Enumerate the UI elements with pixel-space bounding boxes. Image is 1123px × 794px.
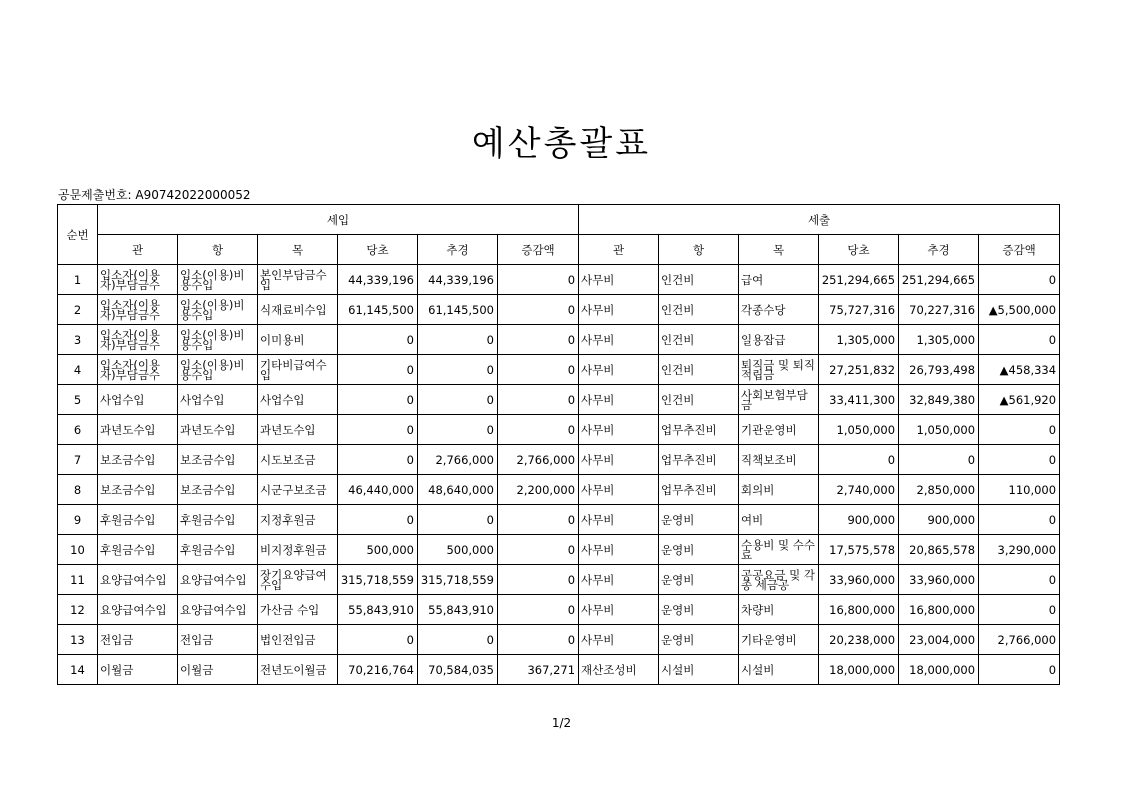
expense-mok: 각종수당 [739,295,819,325]
expense-hang: 운영비 [659,565,739,595]
table-row [58,265,1060,295]
revenue-original: 70,216,764 [338,655,418,685]
expense-original: 33,411,300 [819,385,899,415]
header-exp-change: 증감액 [979,235,1060,265]
revenue-change: 0 [498,535,579,565]
row-number: 6 [58,415,98,445]
table-row [58,415,1060,445]
revenue-original: 55,843,910 [338,595,418,625]
expense-supplementary: 1,050,000 [899,415,979,445]
header-rev-gwan: 관 [98,235,178,265]
revenue-hang: 후원금수입 [178,535,258,565]
revenue-mok: 장기요양급여수입 [258,565,338,595]
header-rev-hang: 항 [178,235,258,265]
expense-original: 18,000,000 [819,655,899,685]
revenue-gwan: 입소자(이용자)부담금수 [98,295,178,325]
revenue-change: 0 [498,295,579,325]
expense-original: 33,960,000 [819,565,899,595]
revenue-change: 0 [498,625,579,655]
expense-supplementary: 16,800,000 [899,595,979,625]
revenue-original: 61,145,500 [338,295,418,325]
revenue-gwan: 요양급여수입 [98,595,178,625]
revenue-mok: 사업수입 [258,385,338,415]
expense-original: 900,000 [819,505,899,535]
expense-hang: 인건비 [659,265,739,295]
revenue-gwan: 전입금 [98,625,178,655]
revenue-mok: 기타비급여수입 [258,355,338,385]
expense-hang: 운영비 [659,505,739,535]
expense-gwan: 사무비 [579,295,659,325]
expense-gwan: 사무비 [579,625,659,655]
expense-mok: 기타운영비 [739,625,819,655]
table-row [58,385,1060,415]
table-row [58,325,1060,355]
row-number: 10 [58,535,98,565]
header-exp-original: 당초 [819,235,899,265]
table-row [58,625,1060,655]
expense-original: 17,575,578 [819,535,899,565]
revenue-original: 0 [338,415,418,445]
expense-change: ▲5,500,000 [979,295,1060,325]
header-exp-gwan: 관 [579,235,659,265]
expense-original: 2,740,000 [819,475,899,505]
revenue-supplementary: 0 [418,385,498,415]
expense-hang: 운영비 [659,535,739,565]
row-number: 9 [58,505,98,535]
expense-original: 20,238,000 [819,625,899,655]
revenue-original: 0 [338,625,418,655]
expense-change: 110,000 [979,475,1060,505]
revenue-change: 2,200,000 [498,475,579,505]
expense-change: 0 [979,445,1060,475]
expense-change: ▲561,920 [979,385,1060,415]
row-number: 5 [58,385,98,415]
revenue-hang: 입소(이용)비용수입 [178,265,258,295]
header-revenue: 세입 [98,205,579,235]
expense-change: 0 [979,415,1060,445]
expense-hang: 인건비 [659,355,739,385]
table-row [58,535,1060,565]
table-body [58,265,1060,685]
revenue-original: 500,000 [338,535,418,565]
expense-hang: 시설비 [659,655,739,685]
table-row [58,475,1060,505]
revenue-supplementary: 0 [418,355,498,385]
revenue-mok: 이미용비 [258,325,338,355]
revenue-original: 0 [338,445,418,475]
expense-supplementary: 20,865,578 [899,535,979,565]
expense-original: 0 [819,445,899,475]
expense-mok: 회의비 [739,475,819,505]
header-exp-hang: 항 [659,235,739,265]
expense-hang: 운영비 [659,595,739,625]
revenue-mok: 시군구보조금 [258,475,338,505]
expense-original: 16,800,000 [819,595,899,625]
expense-change: 0 [979,595,1060,625]
document-number: 공문제출번호: A90742022000052 [58,188,251,202]
revenue-mok: 가산금 수입 [258,595,338,625]
expense-supplementary: 33,960,000 [899,565,979,595]
expense-hang: 운영비 [659,625,739,655]
expense-supplementary: 0 [899,445,979,475]
revenue-change: 0 [498,505,579,535]
revenue-gwan: 후원금수입 [98,535,178,565]
revenue-gwan: 후원금수입 [98,505,178,535]
header-rev-supplementary: 추경 [418,235,498,265]
expense-change: 0 [979,505,1060,535]
revenue-original: 0 [338,355,418,385]
table-row [58,655,1060,685]
expense-mok: 수용비 및 수수료 [739,535,819,565]
revenue-gwan: 이월금 [98,655,178,685]
revenue-gwan: 입소자(이용자)부담금수 [98,325,178,355]
revenue-change: 0 [498,355,579,385]
revenue-change: 0 [498,265,579,295]
header-rev-mok: 목 [258,235,338,265]
revenue-mok: 시도보조금 [258,445,338,475]
expense-gwan: 사무비 [579,385,659,415]
expense-gwan: 사무비 [579,535,659,565]
row-number: 8 [58,475,98,505]
revenue-gwan: 보조금수입 [98,475,178,505]
row-number: 12 [58,595,98,625]
expense-mok: 직책보조비 [739,445,819,475]
header-seq: 순번 [58,205,98,265]
expense-mok: 시설비 [739,655,819,685]
revenue-supplementary: 70,584,035 [418,655,498,685]
expense-original: 27,251,832 [819,355,899,385]
page-indicator: 1/2 [551,716,572,730]
revenue-hang: 과년도수입 [178,415,258,445]
revenue-mok: 지정후원금 [258,505,338,535]
table-row [58,595,1060,625]
table-row [58,565,1060,595]
expense-hang: 인건비 [659,385,739,415]
expense-supplementary: 18,000,000 [899,655,979,685]
revenue-mok: 전년도이월금 [258,655,338,685]
revenue-supplementary: 0 [418,415,498,445]
revenue-supplementary: 0 [418,325,498,355]
expense-supplementary: 23,004,000 [899,625,979,655]
expense-mok: 공공요금 및 각종 세금공 [739,565,819,595]
row-number: 11 [58,565,98,595]
expense-gwan: 사무비 [579,565,659,595]
revenue-mok: 식재료비수입 [258,295,338,325]
revenue-mok: 과년도수입 [258,415,338,445]
expense-mok: 퇴직금 및 퇴직적립금 [739,355,819,385]
revenue-hang: 입소(이용)비용수입 [178,325,258,355]
expense-supplementary: 251,294,665 [899,265,979,295]
revenue-gwan: 입소자(이용자)부담금수 [98,265,178,295]
expense-gwan: 사무비 [579,325,659,355]
revenue-change: 367,271 [498,655,579,685]
expense-mok: 급여 [739,265,819,295]
revenue-gwan: 사업수입 [98,385,178,415]
expense-change: ▲458,334 [979,355,1060,385]
revenue-supplementary: 315,718,559 [418,565,498,595]
table-row [58,505,1060,535]
expense-supplementary: 26,793,498 [899,355,979,385]
revenue-hang: 전입금 [178,625,258,655]
revenue-supplementary: 44,339,196 [418,265,498,295]
header-expense: 세출 [579,205,1060,235]
revenue-original: 315,718,559 [338,565,418,595]
revenue-hang: 보조금수입 [178,475,258,505]
row-number: 3 [58,325,98,355]
revenue-hang: 후원금수입 [178,505,258,535]
expense-change: 2,766,000 [979,625,1060,655]
expense-hang: 업무추진비 [659,445,739,475]
revenue-gwan: 과년도수입 [98,415,178,445]
table-row [58,445,1060,475]
revenue-original: 0 [338,325,418,355]
revenue-supplementary: 0 [418,505,498,535]
revenue-original: 0 [338,385,418,415]
revenue-mok: 본인부담금수입 [258,265,338,295]
revenue-gwan: 보조금수입 [98,445,178,475]
revenue-change: 0 [498,385,579,415]
expense-change: 0 [979,655,1060,685]
row-number: 2 [58,295,98,325]
table-row [58,355,1060,385]
header-rev-change: 증감액 [498,235,579,265]
expense-supplementary: 32,849,380 [899,385,979,415]
expense-gwan: 사무비 [579,505,659,535]
row-number: 7 [58,445,98,475]
expense-gwan: 사무비 [579,415,659,445]
expense-supplementary: 1,305,000 [899,325,979,355]
row-number: 1 [58,265,98,295]
expense-gwan: 사무비 [579,445,659,475]
revenue-change: 0 [498,595,579,625]
expense-original: 75,727,316 [819,295,899,325]
revenue-mok: 법인전입금 [258,625,338,655]
revenue-change: 0 [498,325,579,355]
revenue-supplementary: 0 [418,625,498,655]
expense-mok: 여비 [739,505,819,535]
expense-supplementary: 900,000 [899,505,979,535]
revenue-gwan: 입소자(이용자)부담금수 [98,355,178,385]
revenue-hang: 입소(이용)비용수입 [178,355,258,385]
expense-gwan: 사무비 [579,475,659,505]
expense-change: 0 [979,265,1060,295]
expense-change: 0 [979,565,1060,595]
expense-original: 251,294,665 [819,265,899,295]
expense-mok: 사회보험부담금 [739,385,819,415]
expense-supplementary: 2,850,000 [899,475,979,505]
expense-hang: 업무추진비 [659,475,739,505]
expense-gwan: 사무비 [579,355,659,385]
page-title: 예산총괄표 [471,124,652,164]
expense-gwan: 사무비 [579,595,659,625]
revenue-original: 44,339,196 [338,265,418,295]
revenue-original: 0 [338,505,418,535]
revenue-original: 46,440,000 [338,475,418,505]
row-number: 4 [58,355,98,385]
revenue-mok: 비지정후원금 [258,535,338,565]
revenue-hang: 이월금 [178,655,258,685]
expense-gwan: 사무비 [579,265,659,295]
expense-mok: 기관운영비 [739,415,819,445]
expense-hang: 인건비 [659,325,739,355]
expense-original: 1,305,000 [819,325,899,355]
revenue-hang: 사업수입 [178,385,258,415]
header-exp-mok: 목 [739,235,819,265]
expense-supplementary: 70,227,316 [899,295,979,325]
revenue-change: 2,766,000 [498,445,579,475]
revenue-change: 0 [498,415,579,445]
revenue-supplementary: 500,000 [418,535,498,565]
revenue-supplementary: 2,766,000 [418,445,498,475]
header-rev-original: 당초 [338,235,418,265]
revenue-supplementary: 55,843,910 [418,595,498,625]
revenue-supplementary: 48,640,000 [418,475,498,505]
expense-change: 3,290,000 [979,535,1060,565]
budget-summary-table [57,204,1060,685]
expense-gwan: 재산조성비 [579,655,659,685]
revenue-supplementary: 61,145,500 [418,295,498,325]
expense-hang: 업무추진비 [659,415,739,445]
revenue-hang: 요양급여수입 [178,595,258,625]
expense-mok: 차량비 [739,595,819,625]
revenue-hang: 요양급여수입 [178,565,258,595]
header-exp-supplementary: 추경 [899,235,979,265]
revenue-gwan: 요양급여수입 [98,565,178,595]
expense-original: 1,050,000 [819,415,899,445]
row-number: 14 [58,655,98,685]
expense-mok: 일용잡급 [739,325,819,355]
row-number: 13 [58,625,98,655]
revenue-change: 0 [498,565,579,595]
revenue-hang: 입소(이용)비용수입 [178,295,258,325]
expense-hang: 인건비 [659,295,739,325]
expense-change: 0 [979,325,1060,355]
revenue-hang: 보조금수입 [178,445,258,475]
table-row [58,295,1060,325]
